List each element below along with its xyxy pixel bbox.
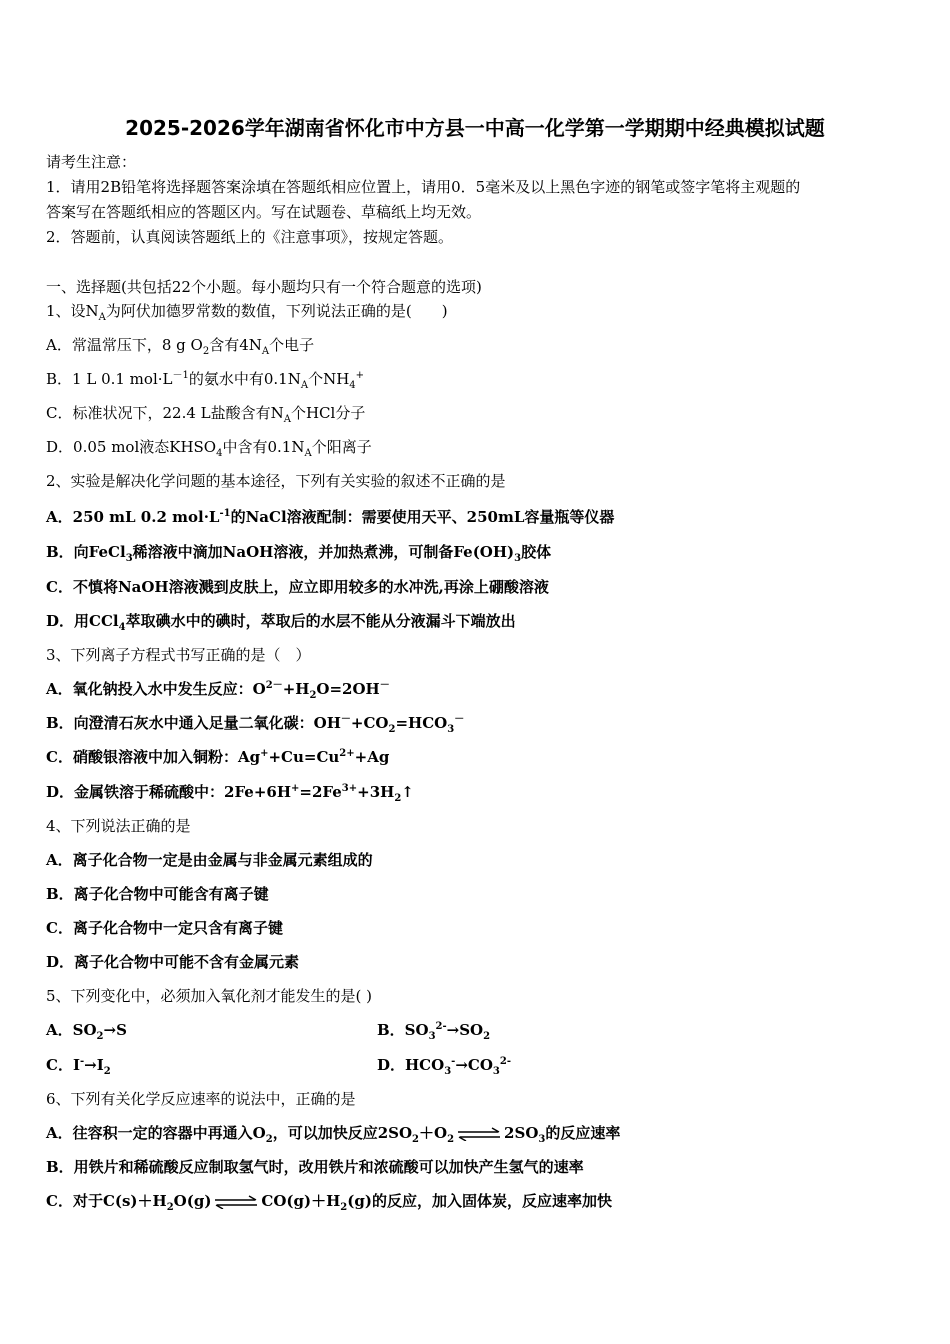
question-3-option-d: D．金属铁溶于稀硫酸中：$2Fe+6H^+=2Fe^{3+}+3H_2↑$ (46, 783, 414, 804)
question-5-option-d: D．$HCO_3^-\to CO_3^{2-}$ (377, 1056, 511, 1077)
equilibrium-arrow-icon (213, 1195, 259, 1209)
question-3-option-c: C．硝酸银溶液中加入铜粉：$Ag^++Cu=Cu^{2+}+Ag$ (46, 748, 390, 766)
question-3-option-b: B．向澄清石灰水中通入足量二氧化碳：$OH^-+CO_2=HCO_3^-$ (46, 714, 465, 735)
question-1-option-b: B．1 L 0.1 $mol\cdot L^{-1}$的氨水中有$0.1N_A$个$NH_4^+$ (46, 370, 365, 391)
question-2-option-d: D．用CCl$_4$萃取碘水中的碘时，萃取后的水层不能从分液漏斗下端放出 (46, 612, 516, 633)
page-title: 2025-2026学年湖南省怀化市中方县一中高一化学第一学期期中经典模拟试题 (125, 116, 825, 140)
equilibrium-arrow-icon (456, 1127, 502, 1141)
notice-item-1-line-2: 答案写在答题纸相应的答题区内。写在试题卷、草稿纸上均无效。 (46, 203, 482, 221)
question-3-option-a: A．氧化钠投入水中发生反应：$O^{2-}+H_2O=2OH^-$ (46, 680, 390, 701)
question-3-stem: 3、下列离子方程式书写正确的是（ ） (46, 646, 311, 664)
question-5-option-b: B．$SO_3^{2-}\to SO_2$ (377, 1021, 491, 1042)
notice-item-1-line-1: 1．请用2B铅笔将选择题答案涂填在答题纸相应位置上，请用0．5毫米及以上黑色字迹的钢笔或签字笔将主观题的 (46, 178, 801, 196)
question-5-option-a: A．$SO_2\to S$ (46, 1021, 127, 1042)
question-1-option-d: D．0.05 mol液态$KHSO_4$中含有$0.1N_A$个阳离子 (46, 438, 372, 459)
question-6-option-c: C．对于$C(s)+H_2O(g)$ $CO(g)+H_2(g)$的反应，加入固体炭，反应速率加快 (46, 1192, 612, 1213)
question-1-option-c: C．标准状况下，22.4 L盐酸含有$N_A$个HCl分子 (46, 404, 366, 425)
question-5-stem: 5、下列变化中，必须加入氧化剂才能发生的是( ) (46, 987, 373, 1005)
question-2-option-c: C．不慎将NaOH溶液溅到皮肤上，应立即用较多的水冲洗,再涂上硼酸溶液 (46, 578, 549, 596)
question-2-stem: 2、实验是解决化学问题的基本途径，下列有关实验的叙述不正确的是 (46, 472, 506, 490)
notice-heading: 请考生注意： (46, 153, 137, 171)
question-1-stem: 1、设$N_A$为阿伏加德罗常数的数值，下列说法正确的是( ) (46, 302, 448, 323)
question-4-option-d: D．离子化合物中可能不含有金属元素 (46, 953, 300, 971)
section-heading: 一、选择题(共包括22个小题。每小题均只有一个符合题意的选项) (46, 278, 482, 296)
question-1-option-a: A．常温常压下，8 g $O_2$含有$4N_A$个电子 (46, 336, 315, 357)
question-4-stem: 4、下列说法正确的是 (46, 817, 191, 835)
question-6-stem: 6、下列有关化学反应速率的说法中，正确的是 (46, 1090, 356, 1108)
question-5-option-c: C．$I^-\to I_2$ (46, 1056, 111, 1077)
question-4-option-a: A．离子化合物一定是由金属与非金属元素组成的 (46, 851, 373, 869)
question-6-option-a: A．往容积一定的容器中再通入$O_2$，可以加快反应$2SO_2+O_2$ $2SO_3$的反应速率 (46, 1124, 621, 1145)
notice-item-2: 2．答题前，认真阅读答题纸上的《注意事项》，按规定答题。 (46, 228, 454, 246)
question-2-option-a: A．250 mL 0.2 $mol\cdot L^{-1}$的NaCl溶液配制：需要使用天平、250mL容量瓶等仪器 (46, 508, 615, 526)
question-4-option-b: B．离子化合物中可能含有离子键 (46, 885, 269, 903)
question-2-option-b: B．向FeCl$_3$稀溶液中滴加NaOH溶液，并加热煮沸，可制备$Fe(OH)_3$胶体 (46, 543, 552, 564)
question-4-option-c: C．离子化合物中一定只含有离子键 (46, 919, 283, 937)
question-6-option-b: B．用铁片和稀硫酸反应制取氢气时，改用铁片和浓硫酸可以加快产生氢气的速率 (46, 1158, 584, 1176)
